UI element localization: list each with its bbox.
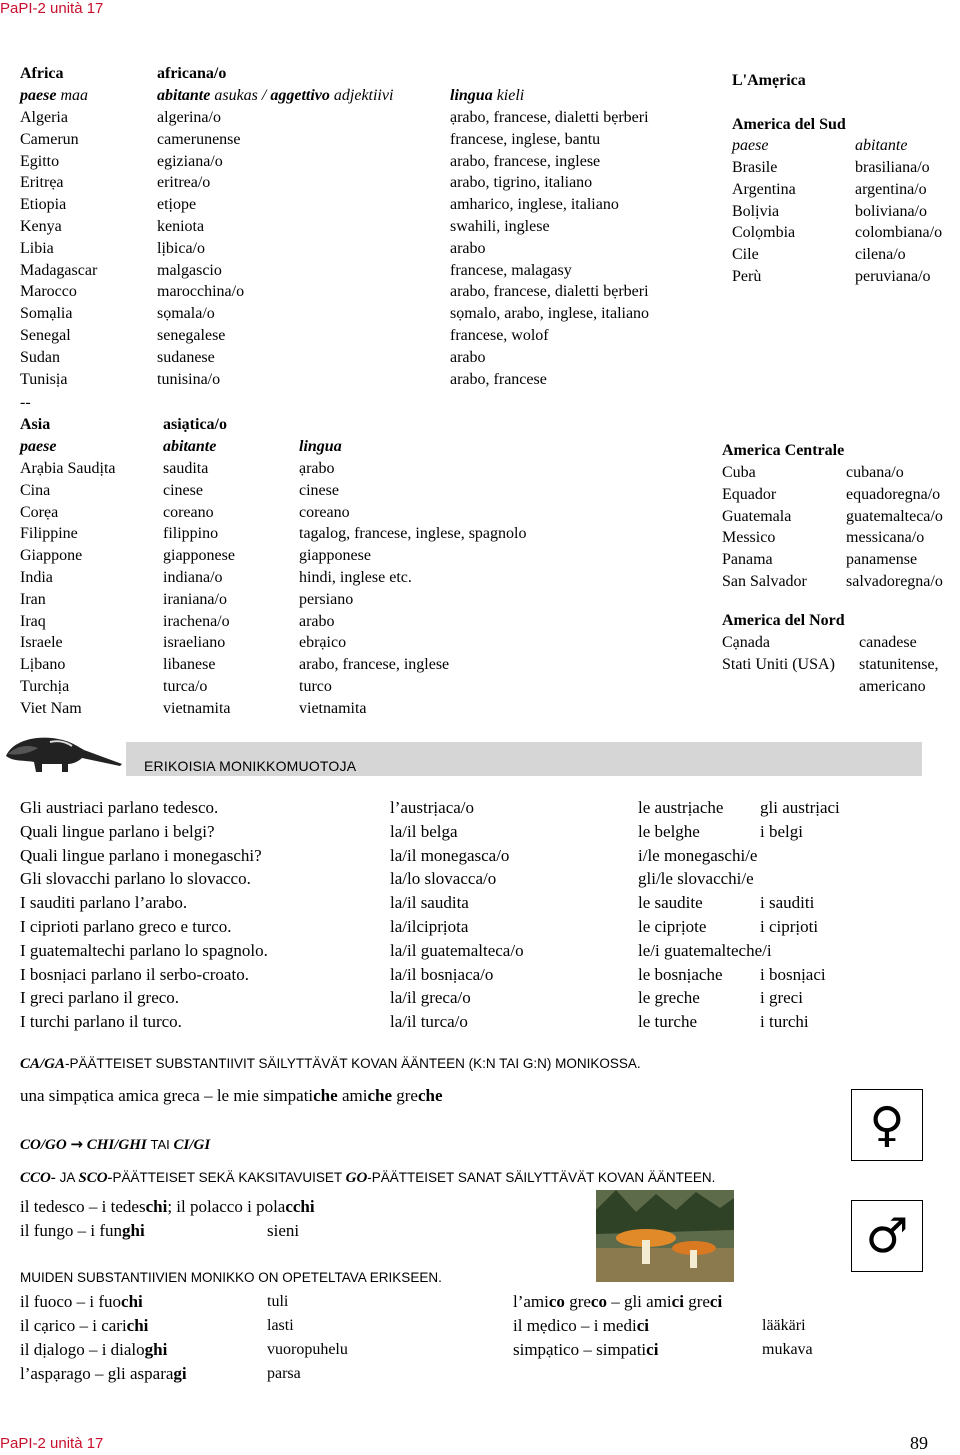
table-cell: hindi, inglese etc. [299,569,412,586]
table-cell: turco [299,678,332,695]
table-cell: ebrạico [299,634,347,652]
table-cell: Arạbia Saudịta [20,460,116,477]
table-cell: le ciprịote [638,917,707,936]
example-row [20,1290,143,1314]
table-cell: Sudan [20,348,60,366]
table-cell: la/il turca/o [390,1012,468,1032]
table-row [20,1010,920,1034]
table-cell: etịope [157,196,197,214]
rule2 [20,1133,210,1156]
table-cell: I guatemaltechi parlano lo spagnolo. [20,940,268,960]
male-symbol-box [851,1200,923,1272]
example1-bold: che [367,1086,392,1105]
table-cell: cubana/o [846,464,904,481]
examples4-right [513,1290,933,1386]
example-bold: chi [121,1292,143,1311]
asia-header-paese: paese [20,438,57,455]
example-row [20,1338,167,1362]
table-cell: filippino [163,525,219,543]
table-row [20,939,920,963]
table-cell: lịbica/o [157,239,205,257]
table-cell: Algeria [20,109,68,126]
table-cell: saudita [163,460,209,477]
asia-adjective: asiạtica/o [163,416,227,433]
table-cell: boliviana/o [855,202,927,220]
footer-title: PaPI-2 unità 17 [0,1435,104,1452]
table-cell: ạrabo, francese, dialetti bẹrberi [450,109,649,126]
table-cell: giapponese [163,547,235,565]
table-cell: Cạnada [722,634,770,651]
table-cell: Filippine [20,525,78,543]
table-cell: francese, inglese, bantu [450,130,601,148]
table-cell: libanese [163,656,216,674]
aggettivo-fi-label: adjektiivi [333,87,394,104]
table-cell: ạrabo [299,460,335,477]
example-part: il fuoco – i fuo [20,1292,122,1311]
example-bold: chi [126,1316,149,1335]
table-cell: francese, malagasy [450,261,572,279]
rule3 [20,1167,715,1189]
table-cell: arabo [450,239,486,257]
table-row [20,986,920,1010]
table-cell: gli austrịaci [760,798,840,817]
table-cell: le belghe [638,821,700,841]
rule3-sco: SCO- [78,1170,113,1186]
table-cell: la/il belga [390,821,458,841]
example-translation: lasti [267,1317,294,1334]
table-cell: irachena/o [163,612,230,630]
page-number: 89 [910,1433,928,1453]
table-cell: Libia [20,239,54,257]
rule2-chi-ghi: CHI/GHI [86,1137,147,1153]
table-cell: Iraq [20,612,46,630]
table-cell: Stati Uniti (USA) [722,656,835,673]
lingua-fi-label: kieli [496,87,525,104]
table-cell: Senegal [20,327,71,344]
abitante-fi-label: asukas / [214,87,267,104]
example3 [20,1220,145,1242]
paese-label: paese [20,87,57,104]
table-cell: arabo, francese, inglese [299,656,450,674]
table-cell: Panama [722,551,773,569]
example-part: gre [683,1292,710,1311]
africa-title: Africa [20,65,64,82]
america-sud-header-abitante: abitante [855,137,908,154]
table-cell: keniota [157,218,205,235]
rule2-tai: TAI [150,1137,170,1152]
table-row [20,891,920,915]
table-cell: vietnamita [299,699,367,717]
table-cell: San Salvador [722,573,807,590]
rule2-co-go: CO/GO [20,1137,67,1153]
table-cell: arabo [450,348,486,366]
africa-header-abitante [157,85,393,107]
africa-header-lingua [450,85,524,107]
asia-header-lingua: lingua [299,438,342,455]
paese-fi-label: maa [60,87,88,104]
erikoisia-title: ERIKOISIA MONIKKOMUOTOJA [144,758,357,774]
example1-part: ami [337,1086,368,1105]
example-bold: co [590,1292,607,1311]
table-cell: Brasile [732,159,778,176]
table-cell: le/i guatemalteche/i [638,940,772,960]
table-cell: cinese [299,481,339,499]
table-cell: le austrịache [638,798,724,817]
table-cell: la/il saudita [390,893,469,913]
example-row [20,1314,148,1338]
example-row [20,1362,187,1386]
example-part: l’aspạrago – gli aspara [20,1364,174,1383]
example3-translation: sieni [267,1221,300,1240]
anteater-illustration [2,728,126,774]
table-cell: Viet Nam [20,699,82,717]
table-cell: I sauditi parlano l’arabo. [20,893,188,913]
table-cell: equadoregna/o [846,485,941,503]
table-cell: le bosnịache [638,964,723,984]
examples4-left [20,1290,500,1386]
table-cell: coreano [163,503,214,521]
example-bold: ci [709,1292,723,1311]
example-part: gre [564,1292,591,1311]
table-cell: malgascio [157,261,222,279]
table-cell: Israele [20,634,63,652]
table-cell: le saudite [638,893,703,913]
example1-part: gre [391,1086,418,1105]
table-cell: Argentina [732,180,796,198]
america-sud-header-paese: paese [732,137,769,154]
rule1 [20,1053,641,1075]
table-cell: colombiana/o [855,224,943,242]
table-cell: Gli austriaci parlano tedesco. [20,798,219,817]
table-cell: canadese [859,634,917,651]
table-cell: tagalog, francese, inglese, spagnolo [299,525,527,543]
table-cell: Corẹa [20,503,59,521]
table-cell: I ciprioti parlano greco e turco. [20,917,232,936]
table-cell: la/il bosnịaca/o [390,964,494,984]
table-cell: i sauditi [760,893,815,913]
table-row [20,796,920,820]
example-part: il dịalogo – i dialo [20,1340,145,1359]
table-cell: swahili, inglese [450,218,550,235]
table-row [20,844,920,868]
erikoisia-table [20,796,920,1036]
example-bold: ci [636,1316,649,1335]
table-cell: Iran [20,590,46,608]
table-cell: statunitense, [859,656,939,673]
example1 [20,1085,443,1107]
table-cell: arabo [299,612,335,630]
table-cell: la/ilciprịota [390,917,469,936]
table-cell: Marocco [20,283,77,301]
rule3-go: GO [345,1170,368,1186]
example-bold: ci [671,1292,684,1311]
example2-bold: cchi [285,1197,315,1216]
table-cell: Cile [732,246,759,264]
table-cell: iraniana/o [163,590,227,608]
table-cell: I bosnịaci parlano il serbo-croato. [20,964,249,984]
table-cell: arabo, francese [450,370,547,388]
africa-header-row [20,85,88,107]
example2 [20,1196,315,1218]
example-row [513,1290,722,1314]
table-cell: algerina/o [157,109,221,126]
example-translation: mukava [762,1341,813,1358]
abitante-label: abitante [157,87,211,104]
table-cell: i/le monegaschi/e [638,845,758,865]
table-cell: Equador [722,485,777,503]
table-cell: marocchina/o [157,283,245,301]
table-cell: Madagascar [20,261,98,279]
table-cell: coreano [299,503,350,521]
example-translation: lääkäri [762,1317,806,1334]
table-cell: Somạlia [20,305,73,323]
rule2-ci-gi: CI/GI [173,1137,211,1153]
table-cell: arabo, francese, dialetti bẹrberi [450,283,649,301]
table-cell: Cuba [722,464,756,481]
example-part: il cạrico – i cari [20,1316,127,1335]
rule3-cco: CCO- [20,1170,56,1186]
table-cell: la/il guatemalteca/o [390,940,524,960]
table-cell: arabo, tigrino, italiano [450,174,593,192]
table-cell: Etiopia [20,196,67,214]
example3-bold: ghi [122,1221,145,1240]
table-cell: Tunisịa [20,370,68,388]
table-row [20,867,920,891]
example1-part: una simpạtica amica greca – le mie simpati [20,1086,314,1105]
table-cell: le turche [638,1012,697,1032]
example1-bold: che [313,1086,338,1105]
table-cell: sudanese [157,348,215,366]
table-cell: Camerun [20,130,79,148]
america-nord-title: America del Nord [722,612,845,629]
africa-adjective: africana/o [157,65,227,82]
asia-title: Asia [20,416,51,433]
table-cell: arabo, francese, inglese [450,152,601,170]
table-cell: Eritrẹa [20,174,64,192]
table-cell: eritrea/o [157,174,211,192]
table-cell: panamense [846,551,918,569]
table-cell: Messico [722,529,776,547]
example2-part: ; il polacco i pola [167,1197,286,1216]
female-icon: ♀ [869,1097,905,1153]
rule4: MUIDEN SUBSTANTIIVIEN MONIKKO ON OPETELTAVA ERIKSEEN. [20,1270,442,1285]
america-title: L'Amẹrica [732,72,806,89]
table-cell: Turchịa [20,678,70,695]
table-cell: vietnamita [163,699,231,717]
table-cell: tunisina/o [157,370,221,388]
table-cell: amharico, inglese, italiano [450,196,619,214]
table-cell: la/il monegasca/o [390,845,510,865]
table-row [20,963,920,987]
table-cell: Quali lingue parlano i belgi? [20,821,215,841]
america-sud-title: America del Sud [732,116,846,133]
example2-part: il tedesco – i tedes [20,1197,146,1216]
table-cell: gli/le slovacchi/e [638,869,754,889]
table-cell: i bosnịaci [760,964,826,984]
table-cell: India [20,569,53,586]
table-cell: le greche [638,988,700,1008]
table-cell: brasiliana/o [855,159,930,176]
example3-part: il fungo – i fun [20,1221,122,1240]
table-cell: cilena/o [855,246,906,264]
table-cell: guatemalteca/o [846,507,943,525]
rule3-text1: PÄÄTTEISET SEKÄ KAKSITAVUISET [112,1170,346,1185]
example-row [513,1314,649,1338]
table-cell: Colọmbia [732,224,796,242]
table-cell: i turchi [760,1012,809,1032]
table-row [20,915,920,939]
table-cell: indiana/o [163,569,223,586]
table-cell: camerunense [157,130,241,148]
male-icon: ♂ [865,1208,909,1264]
table-cell: I greci parlano il greco. [20,988,180,1008]
table-row [20,820,920,844]
rule3-text2: -PÄÄTTEISET SANAT SÄILYTTÄVÄT KOVAN ÄÄNTEEN. [367,1170,716,1185]
table-cell: la/il greca/o [390,988,471,1008]
table-cell: argentina/o [855,180,927,198]
rule3-ja: JA [55,1170,79,1185]
example-row [513,1338,658,1362]
example1-bold: che [417,1086,443,1105]
table-cell: i belgi [760,821,803,841]
example-bold: ci [646,1340,659,1359]
table-cell: i ciprịoti [760,917,819,936]
example-translation: tuli [267,1293,289,1310]
africa-separator: -- [20,394,31,411]
example-part: simpạtico – simpati [513,1340,647,1359]
table-cell: Cina [20,481,51,499]
table-cell: Giappone [20,547,83,565]
mushroom-picture [596,1190,734,1282]
table-cell: Lịbano [20,656,66,674]
table-cell: Gli slovacchi parlano lo slovacco. [20,869,251,889]
table-cell: messicana/o [846,529,925,547]
table-cell: senegalese [157,327,226,344]
example-bold: gi [173,1364,187,1383]
table-cell: Kenya [20,218,62,235]
example-part: – gli ami [606,1292,672,1311]
table-cell: francese, wolof [450,327,549,344]
example-translation: parsa [267,1365,301,1382]
table-cell: israeliano [163,634,226,652]
table-cell: cinese [163,481,203,499]
example2-bold: chi [145,1197,168,1216]
table-cell: I turchi parlano il turco. [20,1012,182,1032]
rule1-text: -PÄÄTTEISET SUBSTANTIIVIT SÄILYTTÄVÄT KOVAN ÄÄNTEEN (K:N TAI G:N) MONIKOSSA. [65,1056,641,1071]
header-title: PaPI-2 unità 17 [0,0,104,17]
example-bold: ghi [144,1340,168,1359]
table-cell: la/lo slovacca/o [390,869,497,889]
lingua-label: lingua [450,87,493,104]
table-cell: i greci [760,988,803,1008]
table-cell: Perù [732,268,762,285]
example-translation: vuoropuhelu [267,1341,348,1358]
table-cell: turca/o [163,678,208,695]
table-cell: salvadoregna/o [846,573,943,590]
aggettivo-label: aggettivo [270,87,330,104]
table-cell: sọmalo, arabo, inglese, italiano [450,305,650,323]
table-cell: Bolịvia [732,202,780,220]
table-cell: peruviana/o [855,268,931,285]
table-cell: sọmala/o [157,305,215,323]
rule1-prefix: CA/GA [20,1056,66,1072]
example-part: il mẹdico – i medi [513,1316,637,1335]
table-cell: Egitto [20,152,60,170]
example-part: l’ami [513,1292,549,1311]
female-symbol-box [851,1089,923,1161]
asia-header-abitante: abitante [163,438,217,455]
example-bold: co [548,1292,565,1311]
america-centrale-title: America Centrale [722,442,845,459]
table-cell: Guatemala [722,507,792,525]
table-cell: egiziana/o [157,152,223,170]
table-cell: giapponese [299,547,371,565]
table-cell: persiano [299,590,354,608]
arrow-icon: → [70,1135,83,1153]
table-cell: l’austrịaca/o [390,798,475,817]
america-nord-extra: americano [859,678,926,695]
table-cell: Quali lingue parlano i monegaschi? [20,845,262,865]
